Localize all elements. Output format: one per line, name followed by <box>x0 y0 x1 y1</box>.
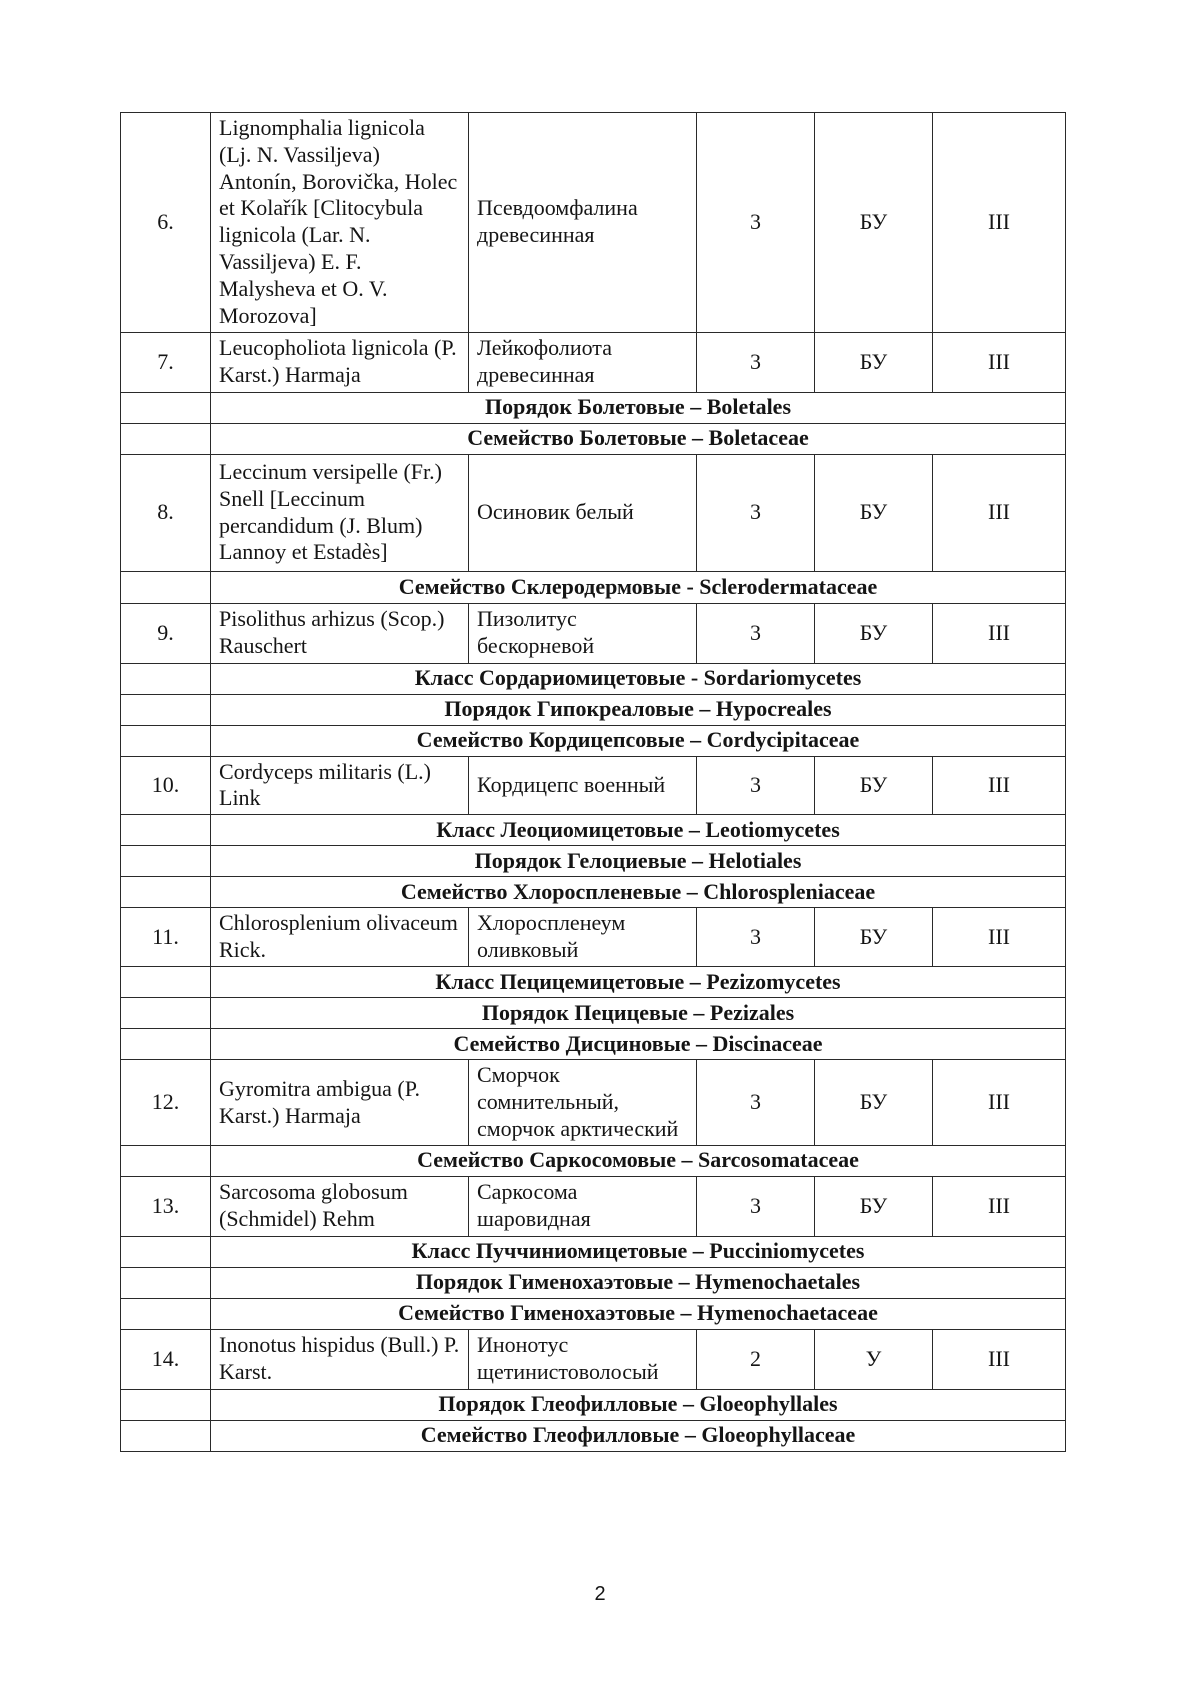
section-row <box>121 1389 1066 1420</box>
table-row <box>121 454 1066 571</box>
section-row <box>121 1298 1066 1329</box>
category-cell: 3 <box>697 1176 815 1236</box>
number-cell-empty <box>121 877 211 908</box>
row-number-cell: 8. <box>121 454 211 571</box>
section-row <box>121 663 1066 694</box>
number-cell-empty <box>121 967 211 998</box>
latin-name-cell: Inonotus hispidus (Bull.) P. Karst. <box>211 1329 469 1389</box>
status-cell: БУ <box>815 1176 933 1236</box>
row-number-cell: 11. <box>121 908 211 967</box>
section-title: Семейство Болетовые – Boletaceae <box>211 423 1066 454</box>
status-cell: БУ <box>815 113 933 333</box>
section-row <box>121 1029 1066 1060</box>
category-cell: 3 <box>697 113 815 333</box>
number-cell-empty <box>121 1029 211 1060</box>
row-number-cell: 14. <box>121 1329 211 1389</box>
latin-name-cell: Sarcosoma globosum (Schmidel) Rehm <box>211 1176 469 1236</box>
number-cell-empty <box>121 846 211 877</box>
section-title: Семейство Глеофилловые – Gloeophyllaceae <box>211 1420 1066 1451</box>
number-cell-empty <box>121 815 211 846</box>
status-cell: БУ <box>815 1060 933 1145</box>
category-cell: 3 <box>697 332 815 392</box>
category-cell: 3 <box>697 603 815 663</box>
russian-name-cell: Инонотус щетинистоволосый <box>469 1329 697 1389</box>
group-cell: III <box>933 454 1066 571</box>
number-cell-empty <box>121 1236 211 1267</box>
group-cell: III <box>933 603 1066 663</box>
number-cell-empty <box>121 663 211 694</box>
russian-name-cell: Хлороспленеум оливковый <box>469 908 697 967</box>
group-cell: III <box>933 908 1066 967</box>
number-cell-empty <box>121 694 211 725</box>
table-row <box>121 113 1066 333</box>
table-row <box>121 332 1066 392</box>
category-cell: 3 <box>697 1060 815 1145</box>
section-row <box>121 815 1066 846</box>
section-title: Класс Пецицемицетовые – Pezizomycetes <box>211 967 1066 998</box>
table-row <box>121 1060 1066 1145</box>
group-cell: III <box>933 332 1066 392</box>
section-row <box>121 1145 1066 1176</box>
number-cell-empty <box>121 998 211 1029</box>
number-cell-empty <box>121 571 211 603</box>
latin-name-cell: Leucopholiota lignicola (P. Karst.) Harmaja <box>211 332 469 392</box>
latin-name-cell: Leccinum versipelle (Fr.) Snell [Leccinum percandidum (J. Blum) Lannoy et Estadès] <box>211 454 469 571</box>
section-title: Семейство Дисциновые – Discinaceae <box>211 1029 1066 1060</box>
table-row <box>121 603 1066 663</box>
category-cell: 2 <box>697 1329 815 1389</box>
number-cell-empty <box>121 392 211 423</box>
latin-name-cell: Lignomphalia lignicola (Lj. N. Vassiljeva) Antonín, Borovička, Holec et Kolařík [Clitocybula lignicola (Lar. N. Vassiljeva) E. F. Malysheva et O. V. Morozova] <box>211 113 469 333</box>
table-row <box>121 1329 1066 1389</box>
section-row <box>121 846 1066 877</box>
row-number-cell: 9. <box>121 603 211 663</box>
status-cell: БУ <box>815 756 933 815</box>
section-row <box>121 392 1066 423</box>
section-title: Класс Леоциомицетовые – Leotiomycetes <box>211 815 1066 846</box>
number-cell-empty <box>121 1420 211 1451</box>
group-cell: III <box>933 113 1066 333</box>
section-title: Семейство Кордицепсовые – Cordycipitaceae <box>211 725 1066 756</box>
russian-name-cell: Сморчок сомнительный, сморчок арктический <box>469 1060 697 1145</box>
section-title: Порядок Болетовые – Boletales <box>211 392 1066 423</box>
table-row <box>121 908 1066 967</box>
group-cell: III <box>933 756 1066 815</box>
section-title: Порядок Пецицевые – Pezizales <box>211 998 1066 1029</box>
page-number: 2 <box>594 1583 606 1605</box>
row-number-cell: 12. <box>121 1060 211 1145</box>
section-title: Порядок Гипокреаловые – Hypocreales <box>211 694 1066 725</box>
section-row <box>121 967 1066 998</box>
russian-name-cell: Лейкофолиота древесинная <box>469 332 697 392</box>
section-row <box>121 694 1066 725</box>
group-cell: III <box>933 1060 1066 1145</box>
section-title: Семейство Гименохаэтовые – Hymenochaetaceae <box>211 1298 1066 1329</box>
status-cell: БУ <box>815 908 933 967</box>
russian-name-cell: Осиновик белый <box>469 454 697 571</box>
section-title: Семейство Хлороспленевые – Chlorospleniaceae <box>211 877 1066 908</box>
row-number-cell: 6. <box>121 113 211 333</box>
section-title: Класс Сордариомицетовые - Sordariomycetes <box>211 663 1066 694</box>
russian-name-cell: Кордицепс военный <box>469 756 697 815</box>
category-cell: 3 <box>697 756 815 815</box>
number-cell-empty <box>121 1298 211 1329</box>
russian-name-cell: Пизолитус бескорневой <box>469 603 697 663</box>
section-row <box>121 998 1066 1029</box>
species-table-body <box>121 113 1066 1452</box>
number-cell-empty <box>121 1389 211 1420</box>
section-title: Порядок Гименохаэтовые – Hymenochaetales <box>211 1267 1066 1298</box>
latin-name-cell: Gyromitra ambigua (P. Karst.) Harmaja <box>211 1060 469 1145</box>
category-cell: 3 <box>697 454 815 571</box>
number-cell-empty <box>121 423 211 454</box>
number-cell-empty <box>121 1267 211 1298</box>
status-cell: БУ <box>815 332 933 392</box>
row-number-cell: 7. <box>121 332 211 392</box>
section-title: Порядок Глеофилловые – Gloeophyllales <box>211 1389 1066 1420</box>
latin-name-cell: Pisolithus arhizus (Scop.) Rauschert <box>211 603 469 663</box>
section-title: Класс Пуччиниомицетовые – Pucciniomycetes <box>211 1236 1066 1267</box>
number-cell-empty <box>121 1145 211 1176</box>
section-row <box>121 1267 1066 1298</box>
section-row <box>121 1420 1066 1451</box>
row-number-cell: 10. <box>121 756 211 815</box>
section-row <box>121 1236 1066 1267</box>
row-number-cell: 13. <box>121 1176 211 1236</box>
section-row <box>121 571 1066 603</box>
table-row <box>121 756 1066 815</box>
status-cell: БУ <box>815 454 933 571</box>
latin-name-cell: Cordyceps militaris (L.) Link <box>211 756 469 815</box>
section-row <box>121 725 1066 756</box>
species-table <box>120 112 1066 1452</box>
table-row <box>121 1176 1066 1236</box>
number-cell-empty <box>121 725 211 756</box>
section-title: Семейство Склеродермовые - Sclerodermataceae <box>211 571 1066 603</box>
category-cell: 3 <box>697 908 815 967</box>
section-title: Семейство Саркосомовые – Sarcosomataceae <box>211 1145 1066 1176</box>
russian-name-cell: Псевдоомфалина древесинная <box>469 113 697 333</box>
section-row <box>121 423 1066 454</box>
russian-name-cell: Саркосома шаровидная <box>469 1176 697 1236</box>
status-cell: У <box>815 1329 933 1389</box>
group-cell: III <box>933 1329 1066 1389</box>
latin-name-cell: Chlorosplenium olivaceum Rick. <box>211 908 469 967</box>
status-cell: БУ <box>815 603 933 663</box>
group-cell: III <box>933 1176 1066 1236</box>
section-title: Порядок Гелоциевые – Helotiales <box>211 846 1066 877</box>
section-row <box>121 877 1066 908</box>
